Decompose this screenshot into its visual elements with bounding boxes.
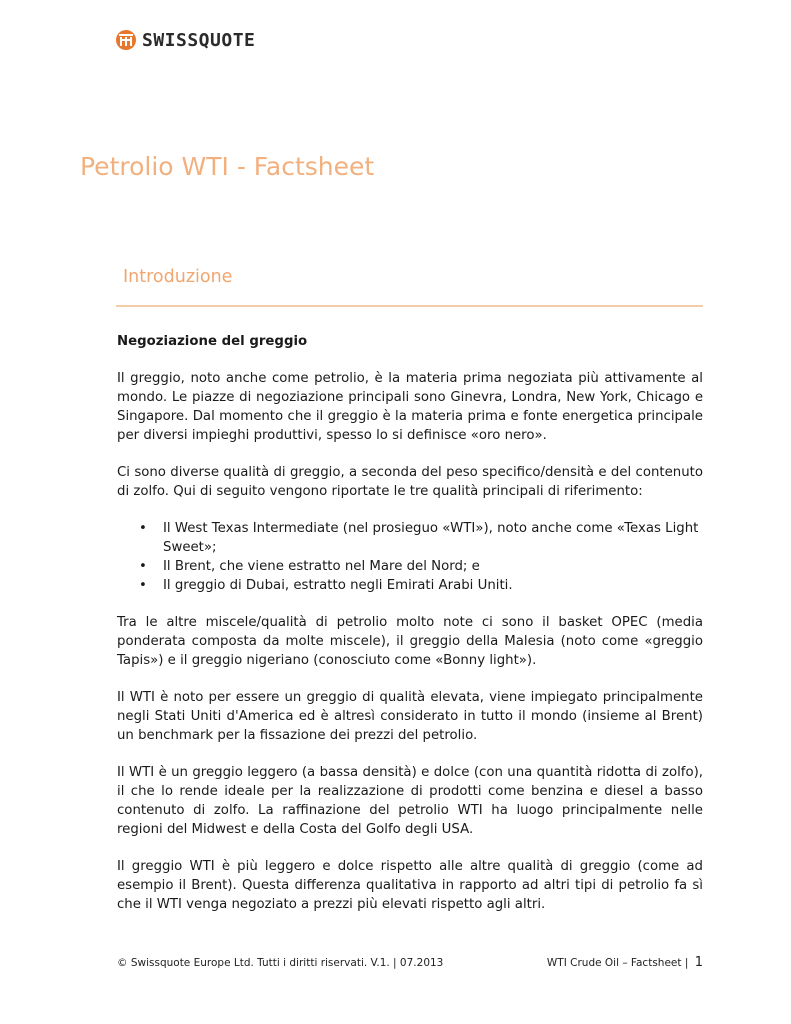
logo-wordmark: SWISSQUOTE xyxy=(142,29,256,51)
qualities-list xyxy=(117,519,703,595)
paragraph-other-blends: Tra le altre miscele/qualità di petrolio molto note ci sono il basket OPEC (media ponderata composta da molte miscele), il greggio della Malesia (noto come «greggio Tapis») e il greggio nigeriano (conosciuto come «Bonny light»). xyxy=(117,615,703,668)
footer-copyright: © Swissquote Europe Ltd. Tutti i diritti riservati. V.1. | 07.2013 xyxy=(117,957,444,969)
list-item: • Il West Texas Intermediate (nel prosieguo «WTI»), noto anche come «Texas Light Sweet»; xyxy=(163,519,703,557)
company-logo xyxy=(116,29,255,51)
page-footer xyxy=(117,955,703,970)
paragraph-qualities: Ci sono diverse qualità di greggio, a seconda del peso specifico/densità e del contenuto di zolfo. Qui di seguito vengono riportate le tre qualità principali di riferimento: xyxy=(117,465,703,499)
paragraph-wti-pricing: Il greggio WTI è più leggero e dolce rispetto alle altre qualità di greggio (come ad esempio il Brent). Questa differenza qualitativa in rapporto ad altri tipi di petrolio fa sì che il WTI venga negoziato a prezzi più elevati rispetto agli altri. xyxy=(117,859,703,912)
paragraph-wti-light-sweet: Il WTI è un greggio leggero (a bassa densità) e dolce (con una quantità ridotta di zolfo), il che lo rende ideale per la realizzazione di prodotti come benzina e diesel a basso contenuto di zolfo. La raffinazione del petrolio WTI ha luogo principalmente nelle regioni del Midwest e della Costa del Golfo degli USA. xyxy=(117,765,703,837)
paragraph-intro: Il greggio, noto anche come petrolio, è la materia prima negoziata più attivamente al mondo. Le piazze di negoziazione principali sono Ginevra, Londra, New York, Chicago e Singapore. Dal momento che il greggio è la materia prima e fonte energetica principale per diversi impieghi produttivi, spesso lo si definisce «oro nero». xyxy=(117,371,703,443)
section-divider xyxy=(116,305,703,307)
section-heading: Introduzione xyxy=(123,267,233,287)
list-item: • Il Brent, che viene estratto nel Mare del Nord; e xyxy=(163,557,703,576)
footer-right xyxy=(547,955,703,970)
footer-doc-label: WTI Crude Oil – Factsheet | xyxy=(546,957,689,969)
document-title: Petrolio WTI - Factsheet xyxy=(80,152,375,181)
paragraph-wti-benchmark: Il WTI è noto per essere un greggio di qualità elevata, viene impiegato principalmente negli Stati Uniti d'America ed è altresì considerato in tutto il mondo (insieme al Brent) un benchmark per la fissazione dei prezzi del petrolio. xyxy=(117,690,703,743)
subheading: Negoziazione del greggio xyxy=(117,334,308,349)
document-body xyxy=(117,332,703,932)
list-item: • Il greggio di Dubai, estratto negli Emirati Arabi Uniti. xyxy=(163,576,703,595)
logo-glyph xyxy=(119,34,133,46)
swissquote-logo-icon xyxy=(116,30,136,50)
page-number: 1 xyxy=(694,955,703,970)
